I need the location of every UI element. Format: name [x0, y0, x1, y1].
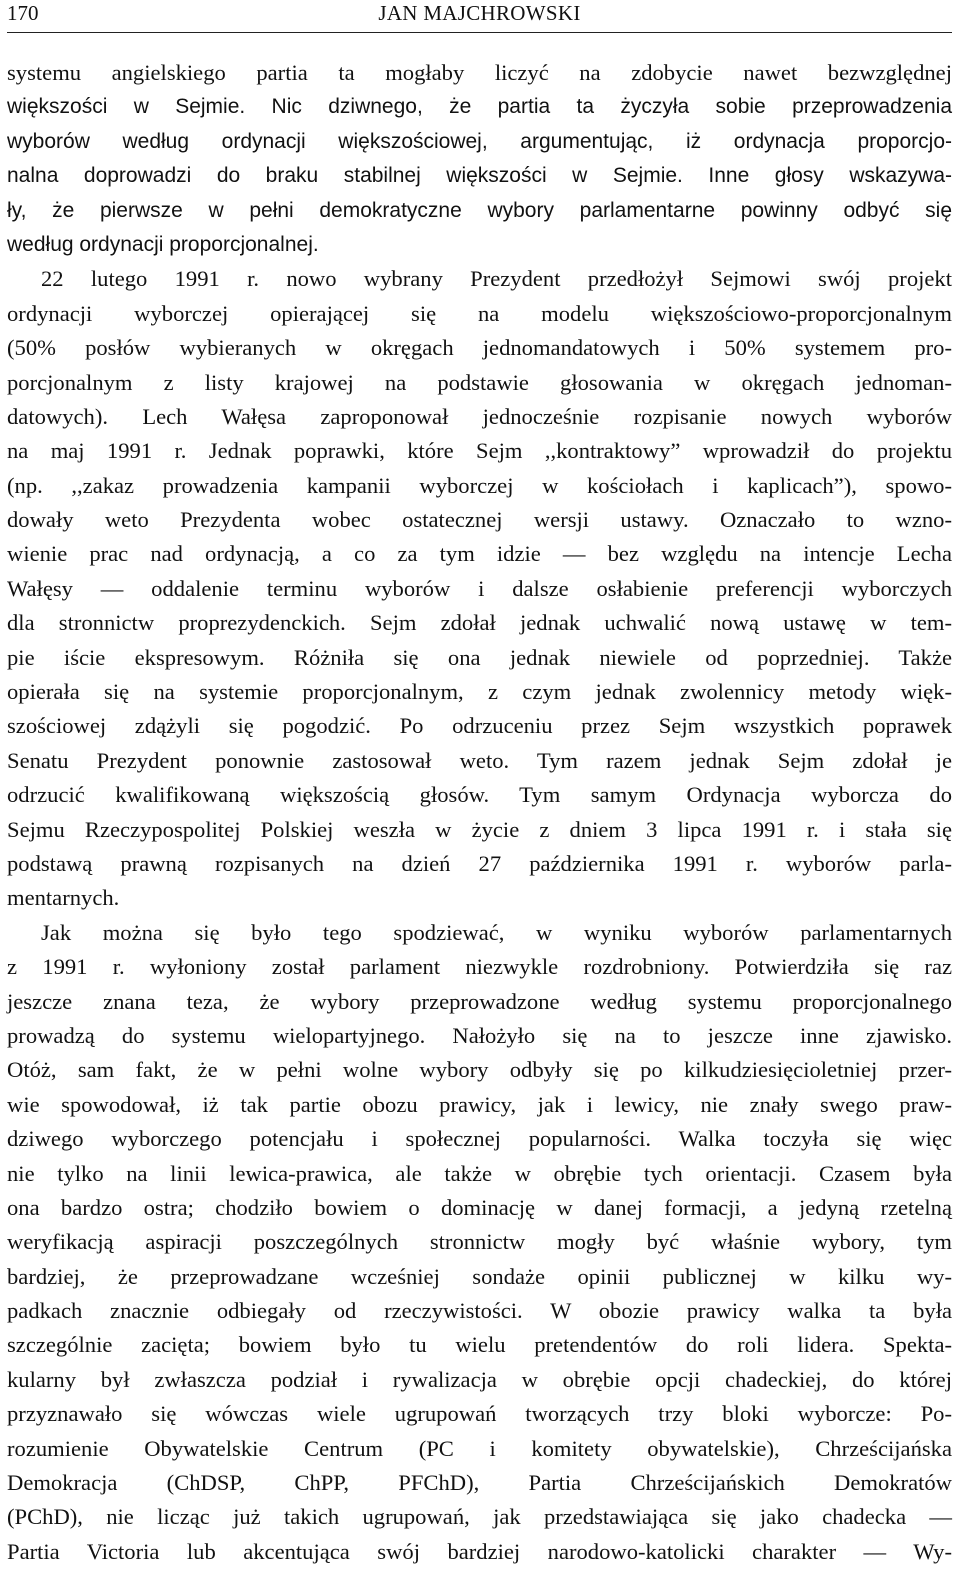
text-line: szościowej zdążyli się pogodzić. Po odrzuceniu przez Sejm wszystkich poprawek: [7, 713, 952, 739]
text-line: prowadzą do systemu wielopartyjnego. Nałożyło się na to jeszcze inne zjawisko.: [7, 1022, 952, 1048]
text-line: Jak można się było tego spodziewać, w wyniku wyborów parlamentarnych: [41, 919, 952, 945]
text-line: Senatu Prezydent ponownie zastosował weto. Tym razem jednak Sejm zdołał je: [7, 747, 952, 773]
page-header: [7, 0, 952, 30]
text-line: na maj 1991 r. Jednak poprawki, które Sejm ,,kontraktowy” wprowadził do projektu: [7, 438, 952, 464]
text-line: weryfikacją aspiracji poszczególnych stronnictw mogły być właśnie wybory, tym: [7, 1229, 952, 1255]
text-line: datowych). Lech Wałęsa zaproponował jednocześnie rozpisanie nowych wyborów: [7, 403, 952, 429]
text-line: wienie prac nad ordynacją, a co za tym idzie — bez względu na intencje Lecha: [7, 541, 952, 567]
text-line: ona bardzo ostra; chodziło bowiem o dominację w danej formacji, a jedyną rzetelną: [7, 1194, 952, 1220]
text-line: Partia Victoria lub akcentująca swój bardziej narodowo-katolicki charakter — Wy-: [7, 1538, 952, 1564]
text-line: szczególnie zacięta; bowiem było tu wielu pretendentów do roli lidera. Spekta-: [7, 1332, 952, 1358]
page-number: 170: [7, 1, 39, 25]
running-head: JAN MAJCHROWSKI: [378, 1, 581, 25]
text-line: Demokracja (ChDSP, ChPP, PFChD), Partia Chrześcijańskich Demokratów: [7, 1470, 952, 1496]
text-line: wyborów według ordynacji większościowej, argumentując, iż ordynacja proporcjo-: [7, 129, 952, 153]
text-line: kularny był zwłaszcza podział i rywalizacja w obrębie opcji chadeckiej, do której: [7, 1366, 952, 1392]
body-text: [7, 56, 952, 1569]
text-line: systemu angielskiego partia ta mogłaby liczyć na zdobycie nawet bezwzględnej: [7, 60, 952, 85]
text-line: według ordynacji proporcjonalnej.: [7, 232, 319, 256]
text-line: nie tylko na linii lewica-prawica, ale także w obrębie tych orientacji. Czasem była: [7, 1160, 952, 1186]
text-line: (50% posłów wybieranych w okręgach jednomandatowych i 50% systemem pro-: [7, 335, 952, 361]
text-line: Otóż, sam fakt, że w pełni wolne wybory odbyły się po kilkudziesięcioletniej przer-: [7, 1057, 952, 1083]
text-line: 22 lutego 1991 r. nowo wybrany Prezydent przedłożył Sejmowi swój projekt: [41, 266, 952, 292]
text-line: (PChD), nie licząc już takich ugrupowań, jak przedstawiająca się jako chadecka —: [7, 1504, 952, 1530]
text-line: przyznawało się wówczas wiele ugrupowań tworzących trzy bloki wyborcze: Po-: [7, 1401, 952, 1427]
text-line: podstawą prawną rozpisanych na dzień 27 października 1991 r. wyborów parla-: [7, 850, 952, 876]
text-line: jeszcze znana teza, że wybory przeprowadzone według systemu proporcjonalnego: [7, 988, 952, 1014]
text-line: dowały weto Prezydenta wobec ostatecznej wersji ustawy. Oznaczało to wzno-: [7, 507, 952, 533]
text-line: porcjonalnym z listy krajowej na podstawie głosowania w okręgach jednoman-: [7, 369, 952, 395]
text-line: mentarnych.: [7, 885, 120, 911]
text-line: Sejmu Rzeczypospolitej Polskiej weszła w życie z dniem 3 lipca 1991 r. i stała się: [7, 816, 952, 842]
text-line: odrzucić kwalifikowaną większością głosów. Tym samym Ordynacja wyborcza do: [7, 782, 952, 808]
text-line: wie spowodował, iż tak partie obozu prawicy, jak i lewicy, nie znały swego praw-: [7, 1091, 952, 1117]
text-line: ordynacji wyborczej opierającej się na modelu większościowo-proporcjonalnym: [7, 300, 952, 326]
text-line: rozumienie Obywatelskie Centrum (PC i komitety obywatelskie), Chrześcijańska: [7, 1435, 952, 1461]
text-line: bardziej, że przeprowadzane wcześniej sondaże opinii publicznej w kilku wy-: [7, 1263, 952, 1289]
text-line: dziwego wyborczego potencjału i społecznej popularności. Walka toczyła się więc: [7, 1126, 952, 1152]
text-line: pie iście ekspresowym. Różniła się ona jednak niewiele od poprzedniej. Także: [7, 644, 952, 670]
text-line: nalna doprowadzi do braku stabilnej większości w Sejmie. Inne głosy wskazywa-: [7, 164, 952, 188]
text-line: ły, że pierwsze w pełni demokratyczne wybory parlamentarne powinny odbyć się: [7, 198, 952, 222]
text-line: Wałęsy — oddalenie terminu wyborów i dalsze osłabienie preferencji wyborczych: [7, 575, 952, 601]
text-line: opierała się na systemie proporcjonalnym, z czym jednak zwolennicy metody więk-: [7, 679, 952, 705]
text-line: z 1991 r. wyłoniony został parlament niezwykle rozdrobniony. Potwierdziła się raz: [7, 954, 952, 980]
header-rule: [7, 32, 952, 33]
text-line: (np. ,,zakaz prowadzenia kampanii wyborczej w kościołach i kaplicach”), spowo-: [7, 472, 952, 498]
text-line: dla stronnictw proprezydenckich. Sejm zdołał jednak uchwalić nową ustawę w tem-: [7, 610, 952, 636]
text-line: padkach znacznie odbiegały od rzeczywistości. W obozie prawicy walka ta była: [7, 1298, 952, 1324]
text-line: większości w Sejmie. Nic dziwnego, że partia ta życzyła sobie przeprowadzenia: [7, 95, 952, 119]
